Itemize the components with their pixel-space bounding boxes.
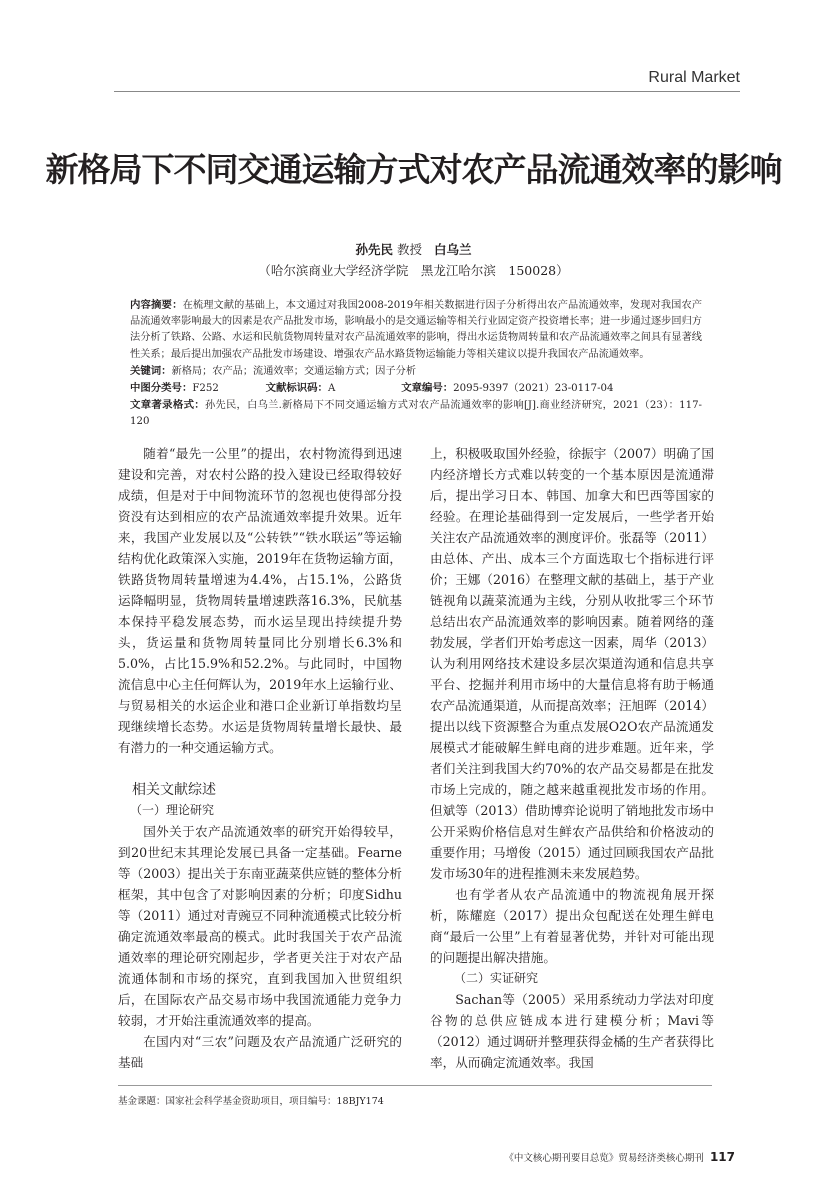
journal-section-header: Rural Market: [648, 69, 740, 86]
footnote-divider: [118, 1085, 712, 1086]
article-no-label: 文章编号：: [401, 382, 454, 395]
keywords-label: 关键词：: [130, 364, 172, 377]
abstract-label: 内容摘要：: [130, 299, 183, 311]
abstract-text: 在梳理文献的基础上，本文通过对我国2008-2019年相关数据进行因子分析得出农产品流通效率，发现对我国农产品流通效率影响最大的因素是农产品批发市场，影响最小的是交通运输等相关行业固定资产投资增长率；进一步通过逐步回归方法分析了铁路、公路、水运和民航货物周转量对农产品流通效率的影响，得出水运货物周转量和农产品流通效率之间具有显著线性关系；最后提出加强农产品批发市场建设、增强农产品水路货物运输能力等相关建议以提升我国农产品流通效率。: [130, 300, 703, 360]
keywords-text: 新格局；农产品；流通效率；交通运输方式；因子分析: [171, 365, 417, 377]
doc-code-value: A: [327, 383, 336, 395]
header-bar: [114, 0, 740, 92]
body-paragraph: 也有学者从农产品流通中的物流视角展开探析，陈耀庭（2017）提出众包配送在处理生鲜电商“最后一公里”上有着显著优势，并针对可能出现的问题提出解决措施。: [430, 886, 714, 965]
body-paragraph: Sachan等（2005）采用系统动力学法对印度谷物的总供应链成本进行建模分析；Mavi等（2012）通过调研并整理获得金橘的生产者获得比率，从而确定流通效率。我国: [430, 991, 714, 1070]
classification-row: [130, 380, 702, 397]
doc-code-label: 文献标识码：: [265, 382, 328, 395]
page-number: 117: [709, 1149, 735, 1164]
author-1-title: 教授: [397, 242, 423, 257]
author-1: 孙先民: [355, 242, 394, 257]
citation-text: 孙先民，白乌兰.新格局下不同交通运输方式对农产品流通效率的影响[J].商业经济研究，2021（23）：117-120: [130, 400, 703, 428]
body-paragraph: 随着“最先一公里”的提出，农村物流得到迅速建设和完善，对农村公路的投入建设已经取得较好成绩，但是对于中间物流环节的忽视也使得部分投资没有达到相应的农产品流通效率提升效果。近年来，我国产业发展以及“公转铁”“铁水联运”等运输结构优化政策深入实施，2019年在货物运输方面，铁路货物周转量增速为4.4%，占15.1%，公路货运降幅明显，货物周转量增速跌落16.3%，民航基本保持平稳发展态势，而水运呈现出持续提升势头，货运量和货物周转量同比分别增长6.3%和5.0%，占比15.9%和52.2%。与此同时，中国物流信息中心主任何辉认为，2019年水上运输行业、与贸易相关的水运企业和港口企业新订单指数均呈现继续增长态势。水运是货物周转量增长最快、最有潜力的一种交通运输方式。: [118, 445, 402, 755]
authors: [0, 240, 827, 260]
body-columns: [118, 443, 714, 1073]
body-paragraph: 上，积极吸取国外经验，徐振宇（2007）明确了国内经济增长方式难以转变的一个基本原因是流通滞后，提出学习日本、韩国、加拿大和巴西等国家的经验。在理论基础得到一定发展后，一些学者开始关注农产品流通效率的测度评价。张磊等（2011）由总体、产出、成本三个方面选取七个指标进行评价；王娜（2016）在整理文献的基础上，基于产业链视角以蔬菜流通为主线，分别从收批零三个环节总结出农产品流通效率的影响因素。随着网络的蓬勃发展，学者们开始考虑这一因素，周华（2013）认为利用网络技术建设多层次渠道沟通和信息共享平台、挖掘并利用市场中的大量信息将有助于畅通农产品流通渠道，从而提高效率；汪旭晖（2014）提出以线下资源整合为重点发展O2O农产品流通发展模式才能破解生鲜电商的进步难题。近年来，学者们关注到我国大约70%的农产品交易都是在批发市场上完成的，随之越来越重视批发市场的作用。但斌等（2013）借助博弈论说明了销地批发市场中公开采购价格信息对生鲜农产品供给和价格波动的重要作用；马增俊（2015）通过回顾我国农产品批发市场30年的进程推测未来发展趋势。: [430, 445, 714, 881]
article-title: 新格局下不同交通运输方式对农产品流通效率的影响: [45, 150, 782, 189]
keywords: [130, 363, 702, 380]
body-paragraph: 在国内对“三农”问题及农产品流通广泛研究的基础: [118, 1033, 402, 1070]
journal-note: 《中文核心期刊要目总览》贸易经济类核心期刊: [504, 1152, 704, 1164]
section-heading: 相关文献综述: [132, 781, 216, 798]
subsection-heading: （一）理论研究: [130, 802, 215, 817]
page-footer: [0, 1149, 735, 1167]
body-paragraph: 国外关于农产品流通效率的研究开始得较早，到20世纪末其理论发展已具备一定基础。Fearne等（2003）提出关于东南亚蔬菜供应链的整体分析框架，其中包含了对影响因素的分析；印度Sidhu等（2011）通过对青豌豆不同种流通模式比较分析确定流通效率最高的模式。此时我国关于农产品流通效率的理论研究刚起步，学者更关注于对农产品流通体制和市场的探究，直到我国加入世贸组织后，在国际农产品交易市场中我国流通能力竞争力较弱，才开始注重流通效率的提高。: [118, 823, 402, 1028]
left-column: [118, 443, 402, 1073]
citation-label: 文章著录格式：: [130, 399, 206, 412]
article-no-value: 2095-9397（2021）23-0117-04: [453, 383, 614, 395]
clc-label: 中图分类号：: [130, 382, 193, 395]
citation: [130, 397, 702, 430]
affiliation: （哈尔滨商业大学经济学院 黑龙江哈尔滨 150028）: [258, 263, 569, 278]
right-column: [430, 443, 714, 1073]
abstract-block: [130, 297, 702, 431]
subsection-heading: （二）实证研究: [454, 970, 539, 985]
clc-value: F252: [192, 383, 219, 395]
author-2: 白乌兰: [433, 242, 472, 257]
funding-footnote: 基金课题：国家社会科学基金资助项目，项目编号：18BJY174: [118, 1095, 384, 1107]
abstract: [130, 297, 702, 363]
